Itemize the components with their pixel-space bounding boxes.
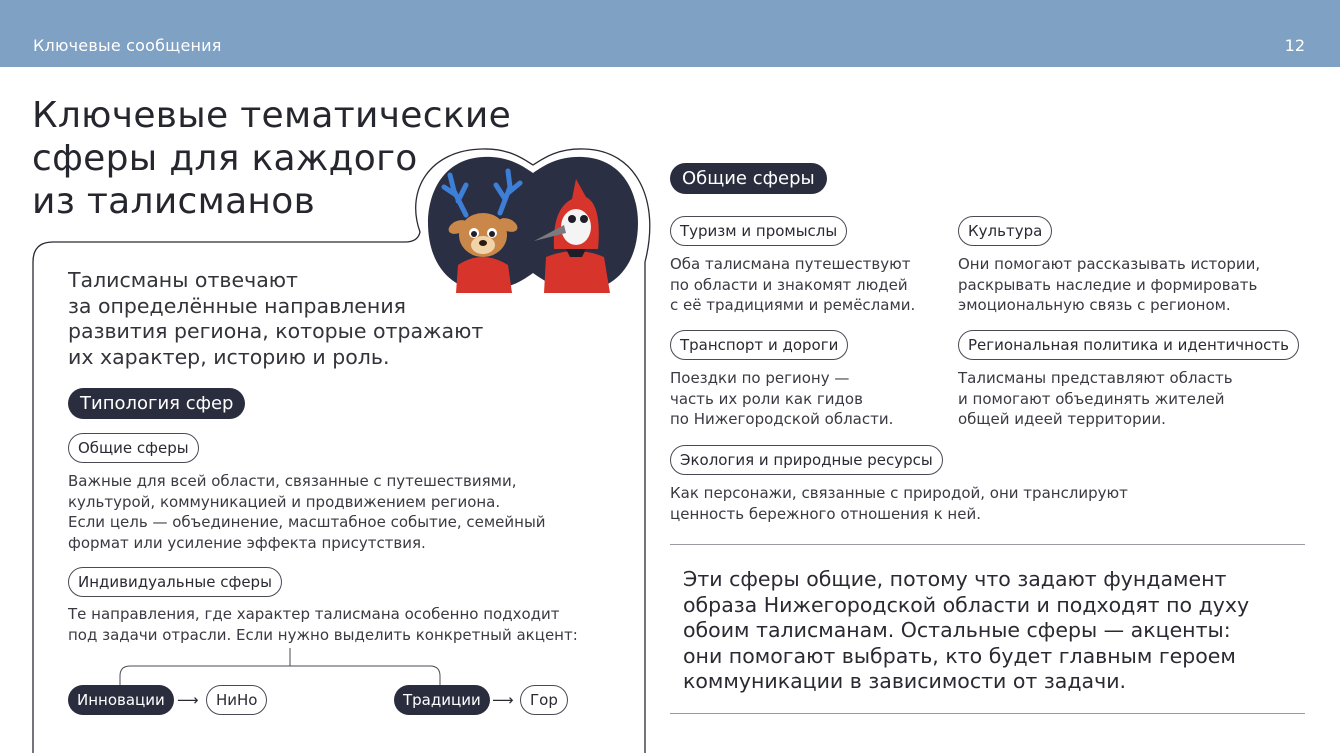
description-line: эмоциональную связь с регионом. (958, 296, 1231, 314)
common-spheres-badge: Общие сферы (670, 163, 827, 194)
page-title-line: Ключевые тематические (32, 95, 512, 136)
description-line: часть их роли как гидов (670, 389, 863, 408)
sphere-description-ecology (670, 483, 1128, 524)
arrow-right-icon: ⟶ (177, 691, 199, 709)
common-spheres-tag: Общие сферы (68, 433, 199, 463)
intro-paragraph (68, 268, 483, 370)
description-line: Поездки по региону — (670, 369, 850, 387)
gor-tag: Гор (520, 685, 568, 715)
description-line: Те направления, где характер талисмана особенно подходит (68, 605, 560, 623)
sphere-tag-culture: Культура (958, 216, 1052, 246)
sphere-description-tourism (670, 254, 915, 316)
branch-connector (110, 648, 450, 688)
sphere-description-culture (958, 254, 1260, 316)
header-bar (0, 0, 1340, 67)
page-number: 12 (1284, 36, 1305, 55)
common-spheres-description (68, 471, 546, 553)
description-line: общей идеей территории. (958, 410, 1166, 428)
page-title-line: сферы для каждого (32, 138, 418, 179)
description-line: с её традициями и ремёслами. (670, 296, 916, 314)
page-title-line: из талисманов (32, 181, 316, 222)
description-line: культурой, коммуникацией и продвижением региона. (68, 492, 501, 511)
individual-spheres-tag: Индивидуальные сферы (68, 567, 282, 597)
summary-line: Эти сферы общие, потому что задают фундамент (683, 567, 1227, 591)
intro-line: за определённые направления (68, 293, 406, 318)
summary-paragraph (683, 567, 1249, 695)
summary-line: они помогают выбрать, кто будет главным героем (683, 643, 1236, 668)
description-line: по области и знакомят людей (670, 275, 908, 294)
description-line: Талисманы представляют область (958, 369, 1233, 387)
sphere-tag-regional-policy: Региональная политика и идентичность (958, 330, 1299, 360)
description-line: Они помогают рассказывать истории, (958, 255, 1261, 273)
description-line: по Нижегородской области. (670, 410, 894, 428)
typology-badge: Типология сфер (68, 388, 245, 419)
individual-spheres-description (68, 604, 578, 645)
summary-line: коммуникации в зависимости от задачи. (683, 669, 1127, 693)
description-line: Как персонажи, связанные с природой, они транслируют (670, 484, 1128, 502)
description-line: ценность бережного отношения к ней. (670, 504, 981, 523)
intro-line: Талисманы отвечают (68, 268, 298, 292)
summary-line: образа Нижегородской области и подходят по духу (683, 592, 1250, 617)
description-line: Если цель — объединение, масштабное событие, семейный (68, 513, 546, 531)
summary-bottom-divider (670, 713, 1305, 714)
intro-line: развития региона, которые отражают (68, 319, 484, 343)
arrow-right-icon: ⟶ (492, 691, 514, 709)
sphere-description-transport (670, 368, 893, 430)
sphere-tag-ecology: Экология и природные ресурсы (670, 445, 943, 475)
description-line: раскрывать наследие и формировать (958, 275, 1258, 294)
sphere-tag-transport: Транспорт и дороги (670, 330, 848, 360)
innovations-tag: Инновации (68, 685, 174, 715)
section-title: Ключевые сообщения (33, 36, 222, 55)
traditions-tag: Традиции (394, 685, 490, 715)
description-line: Оба талисмана путешествуют (670, 255, 911, 273)
summary-top-divider (670, 544, 1305, 545)
sphere-description-regional-policy (958, 368, 1233, 430)
description-line: формат или усиление эффекта присутствия. (68, 533, 426, 552)
summary-line: обоим талисманам. Остальные сферы — акценты: (683, 618, 1231, 642)
intro-line: их характер, историю и роль. (68, 344, 390, 369)
sphere-tag-tourism: Туризм и промыслы (670, 216, 847, 246)
description-line: и помогают объединять жителей (958, 389, 1225, 408)
nino-tag: НиНо (206, 685, 267, 715)
description-line: под задачи отрасли. Если нужно выделить конкретный акцент: (68, 625, 578, 644)
description-line: Важные для всей области, связанные с путешествиями, (68, 472, 517, 490)
